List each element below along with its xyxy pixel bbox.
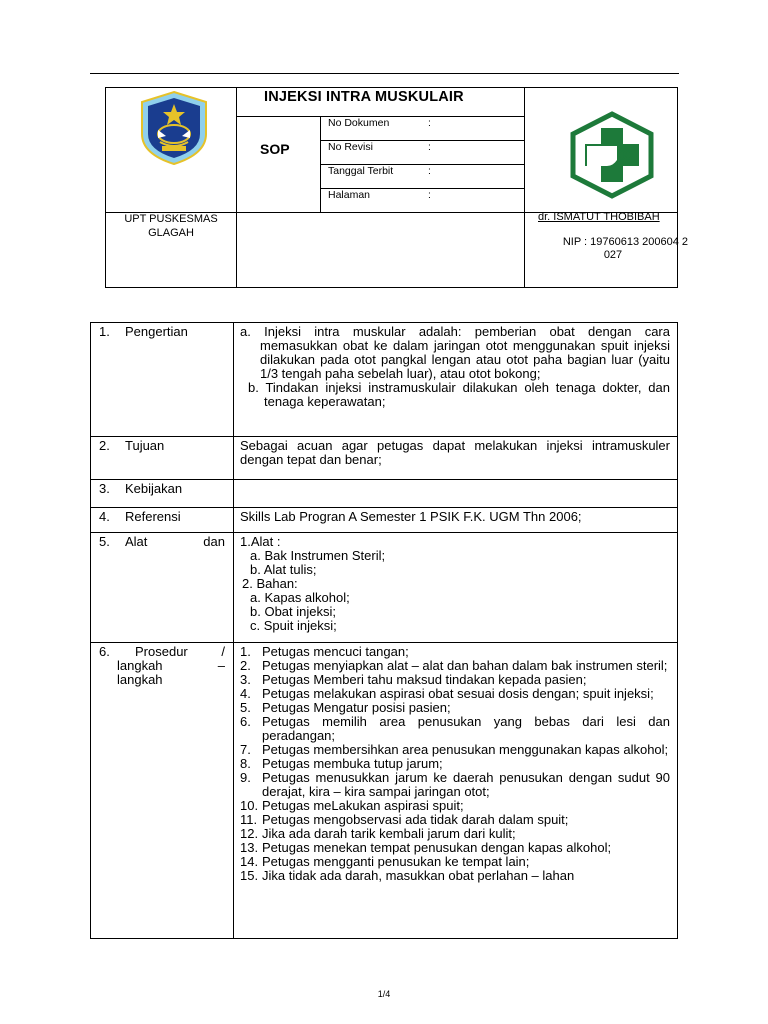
org-line: UPT PUSKESMAS bbox=[124, 213, 218, 225]
list-item: c. Spuit injeksi; bbox=[250, 618, 337, 633]
list-item: a. Injeksi intra muskular adalah: pemberian obat dengan cara memasukkan obat ke dalam jaringan otot menggunakan spuit injeksi dilakukan pada otot pangkal lengan atau otot paha bagian luar (yaitu 1/3 tengah paha sebelah luar), atau otot bokong; bbox=[240, 324, 670, 381]
step-number: 14. bbox=[240, 854, 259, 869]
procedure-step bbox=[240, 827, 670, 841]
step-text: Petugas menusukkan jarum ke daerah penusukan dengan sudut 90 derajat, kira – kira sampai jaringan otot; bbox=[262, 770, 670, 799]
alat-title: 1.Alat : bbox=[240, 534, 281, 549]
list-item: b. Alat tulis; bbox=[250, 562, 317, 577]
row-text: Skills Lab Progran A Semester 1 PSIK F.K. UGM Thn 2006; bbox=[240, 509, 582, 524]
step-text: Petugas melakukan aspirasi obat sesuai dosis dengan; spuit injeksi; bbox=[262, 686, 654, 701]
step-number: 5. bbox=[240, 700, 251, 715]
meta-label: No Dokumen bbox=[328, 117, 390, 129]
step-number: 10. bbox=[240, 798, 259, 813]
step-text: Jika ada darah tarik kembali jarum dari kulit; bbox=[262, 826, 516, 841]
row-number: 1. bbox=[99, 324, 110, 339]
row-title: Kebijakan bbox=[125, 481, 183, 496]
row-number: 5. bbox=[99, 534, 110, 549]
step-text: Petugas membersihkan area penusukan menggunakan kapas alkohol; bbox=[262, 742, 669, 757]
step-number: 13. bbox=[240, 840, 259, 855]
org-line: GLAGAH bbox=[148, 227, 194, 239]
table-row bbox=[91, 508, 678, 533]
sop-content-table bbox=[90, 322, 678, 939]
nip-line: 027 bbox=[603, 249, 623, 261]
step-text: Petugas Memberi tahu maksud tindakan kepada pasien; bbox=[262, 672, 587, 687]
row-value bbox=[234, 643, 678, 939]
row-title: Pengertian bbox=[125, 324, 188, 339]
table-row bbox=[91, 437, 678, 480]
meta-no-dokumen bbox=[328, 117, 431, 129]
sop-label: SOP bbox=[260, 141, 290, 157]
step-text: Petugas mengobservasi ada tidak darah dalam spuit; bbox=[262, 812, 569, 827]
step-number: 7. bbox=[240, 742, 251, 757]
procedure-step bbox=[240, 687, 670, 701]
step-number: 3. bbox=[240, 672, 251, 687]
list-item: b. Obat injeksi; bbox=[250, 604, 336, 619]
row-title: Alat bbox=[125, 534, 148, 549]
row-value bbox=[234, 323, 678, 437]
step-text: Petugas mencuci tangan; bbox=[262, 644, 409, 659]
row-number: 4. bbox=[99, 509, 110, 524]
procedure-step bbox=[240, 855, 670, 869]
row-title: Referensi bbox=[125, 509, 181, 524]
procedure-step bbox=[240, 645, 670, 659]
step-number: 2. bbox=[240, 658, 251, 673]
document-title: INJEKSI INTRA MUSKULAIR bbox=[264, 89, 464, 105]
header-divider bbox=[236, 88, 237, 287]
procedure-step bbox=[240, 771, 670, 799]
row-label bbox=[91, 323, 234, 437]
meta-no-revisi bbox=[328, 141, 431, 153]
step-number: 12. bbox=[240, 826, 259, 841]
page-number: 1/4 bbox=[377, 989, 391, 999]
row-title: Prosedur bbox=[135, 644, 188, 659]
meta-colon: : bbox=[428, 189, 431, 201]
row-title: – bbox=[217, 658, 225, 673]
table-row bbox=[91, 533, 678, 643]
row-value bbox=[234, 533, 678, 643]
step-number: 1. bbox=[240, 644, 251, 659]
row-label bbox=[91, 533, 234, 643]
step-number: 9. bbox=[240, 770, 251, 785]
row-number: 2. bbox=[99, 438, 110, 453]
puskesmas-cross-logo-icon bbox=[567, 110, 657, 200]
meta-label: Tanggal Terbit bbox=[328, 165, 394, 177]
row-value bbox=[234, 480, 678, 508]
step-text: Petugas Mengatur posisi pasien; bbox=[262, 700, 451, 715]
step-text: Petugas mengganti penusukan ke tempat lain; bbox=[262, 854, 530, 869]
header-divider bbox=[524, 88, 525, 287]
meta-colon: : bbox=[428, 165, 431, 177]
bahan-title: 2. Bahan: bbox=[242, 576, 298, 591]
meta-colon: : bbox=[428, 141, 431, 153]
procedure-steps bbox=[240, 645, 670, 883]
procedure-step bbox=[240, 799, 670, 813]
step-number: 4. bbox=[240, 686, 251, 701]
step-number: 15. bbox=[240, 868, 259, 883]
step-number: 8. bbox=[240, 756, 251, 771]
doctor-name: dr. ISMATUT THOBIBAH bbox=[538, 211, 660, 223]
step-text: Petugas membuka tutup jarum; bbox=[262, 756, 443, 771]
row-number: 6. bbox=[99, 644, 110, 659]
row-text: Sebagai acuan agar petugas dapat melakukan injeksi intramuskuler dengan tepat dan benar; bbox=[240, 438, 670, 467]
meta-label: Halaman bbox=[328, 189, 371, 201]
meta-colon: : bbox=[428, 117, 431, 129]
row-value bbox=[234, 508, 678, 533]
top-rule bbox=[90, 73, 679, 74]
procedure-step bbox=[240, 715, 670, 743]
list-item: a. Kapas alkohol; bbox=[250, 590, 350, 605]
meta-halaman bbox=[328, 189, 431, 201]
document-header bbox=[105, 87, 688, 288]
procedure-step bbox=[240, 659, 670, 673]
doctor-nip bbox=[538, 236, 688, 262]
organization-name bbox=[106, 212, 236, 240]
table-row bbox=[91, 480, 678, 508]
list-item: b. Tindakan injeksi instramuskulair dilakukan oleh tenaga dokter, dan tenaga keperawatan; bbox=[248, 380, 670, 409]
table-row bbox=[91, 323, 678, 437]
meta-label: No Revisi bbox=[328, 141, 373, 153]
procedure-step bbox=[240, 757, 670, 771]
procedure-step bbox=[240, 869, 670, 883]
row-title: langkah bbox=[117, 672, 163, 687]
row-number: 3. bbox=[99, 481, 110, 496]
procedure-step bbox=[240, 743, 670, 757]
step-text: Jika tidak ada darah, masukkan obat perlahan – lahan bbox=[262, 868, 575, 883]
row-label bbox=[91, 437, 234, 480]
row-label bbox=[91, 643, 234, 939]
table-row bbox=[91, 643, 678, 939]
row-title: / bbox=[221, 644, 225, 659]
row-title: langkah bbox=[117, 658, 163, 673]
step-number: 6. bbox=[240, 714, 251, 729]
meta-tanggal-terbit bbox=[328, 165, 431, 177]
procedure-step bbox=[240, 813, 670, 827]
nip-line: NIP : 19760613 200604 2 bbox=[562, 236, 688, 248]
step-text: Petugas menekan tempat penusukan dengan kapas alkohol; bbox=[262, 840, 612, 855]
list-item: a. Bak Instrumen Steril; bbox=[250, 548, 386, 563]
step-text: Petugas memilih area penusukan yang bebas dari lesi dan peradangan; bbox=[262, 714, 670, 743]
row-value bbox=[234, 437, 678, 480]
row-title: dan bbox=[203, 534, 225, 549]
row-label bbox=[91, 508, 234, 533]
step-text: Petugas meLakukan aspirasi spuit; bbox=[262, 798, 464, 813]
row-label bbox=[91, 480, 234, 508]
step-number: 11. bbox=[240, 812, 258, 827]
regional-emblem-icon bbox=[136, 90, 212, 166]
procedure-step bbox=[240, 673, 670, 687]
procedure-step bbox=[240, 701, 670, 715]
step-text: Petugas menyiapkan alat – alat dan bahan dalam bak instrumen steril; bbox=[262, 658, 668, 673]
procedure-step bbox=[240, 841, 670, 855]
row-title: Tujuan bbox=[125, 438, 165, 453]
